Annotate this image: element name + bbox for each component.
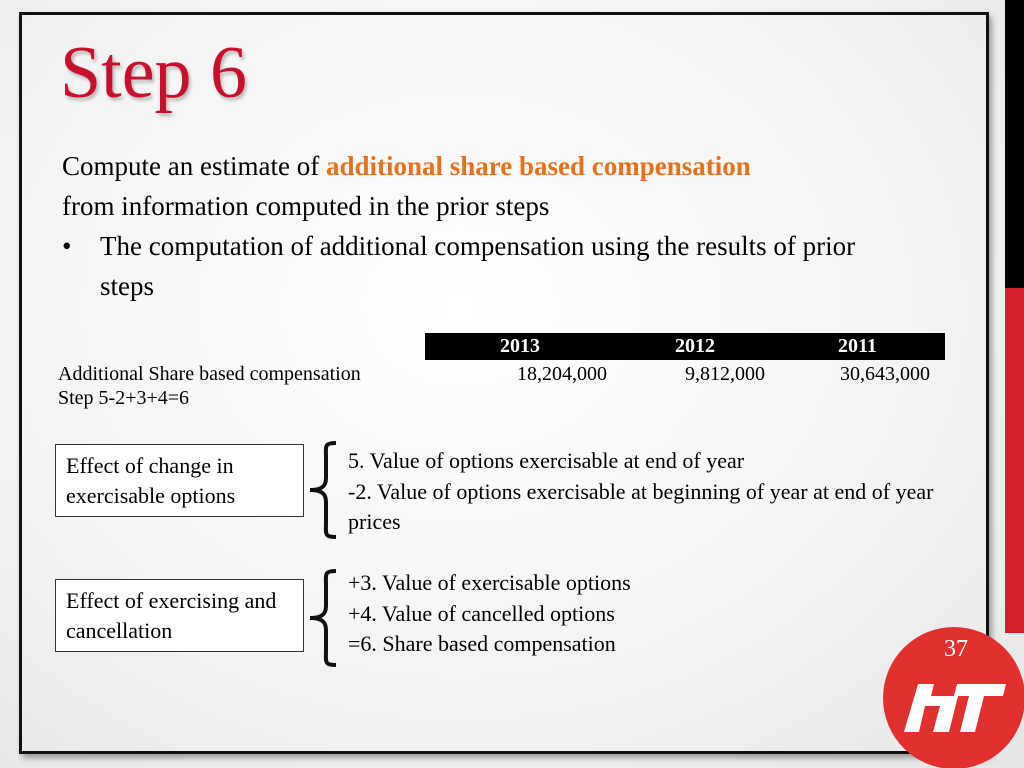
- table-header: [425, 333, 945, 360]
- intro-text-end: from information computed in the prior steps: [62, 191, 550, 221]
- list-item: 5. Value of options exercisable at end of year: [348, 448, 745, 473]
- bullet-text: The computation of additional compensation using the results of prior steps: [100, 231, 856, 301]
- list-item: -2. Value of options exercisable at beginning of year at end of year prices: [348, 478, 934, 534]
- row-label-line1: Additional Share based compensation: [58, 363, 361, 385]
- curly-brace-icon: [302, 568, 342, 668]
- row-label-line2: Step 5-2+3+4=6: [58, 387, 190, 409]
- intro-highlight: additional share based compensation: [325, 151, 751, 181]
- list-item: =6. Share based compensation: [348, 631, 616, 656]
- bullet-dot: •: [62, 231, 72, 261]
- value-2012: 9,812,000: [685, 363, 765, 385]
- year-header-2012: 2012: [675, 335, 715, 357]
- bullet-item: [62, 226, 882, 306]
- exercisable-options-box: Effect of change in exercisable options: [55, 444, 304, 517]
- year-header-2013: 2013: [500, 335, 540, 357]
- intro-text-start: Compute an estimate of: [62, 151, 326, 181]
- exercising-cancellation-box: Effect of exercising and cancellation: [55, 579, 304, 652]
- value-2013: 18,204,000: [517, 363, 607, 385]
- group1-list: [348, 446, 978, 538]
- value-2011: 30,643,000: [840, 363, 930, 385]
- side-bar-red: [1005, 288, 1024, 633]
- page-number: 37: [944, 636, 968, 662]
- list-item: +4. Value of cancelled options: [348, 600, 615, 626]
- year-header-2011: 2011: [838, 335, 877, 357]
- side-bar-black: [1005, 0, 1024, 288]
- slide-title: Step 6: [60, 32, 248, 114]
- curly-brace-icon: [302, 440, 342, 540]
- table-row-label: [58, 362, 361, 410]
- intro-paragraph: [62, 146, 962, 226]
- list-item: +3. Value of exercisable options: [348, 570, 631, 595]
